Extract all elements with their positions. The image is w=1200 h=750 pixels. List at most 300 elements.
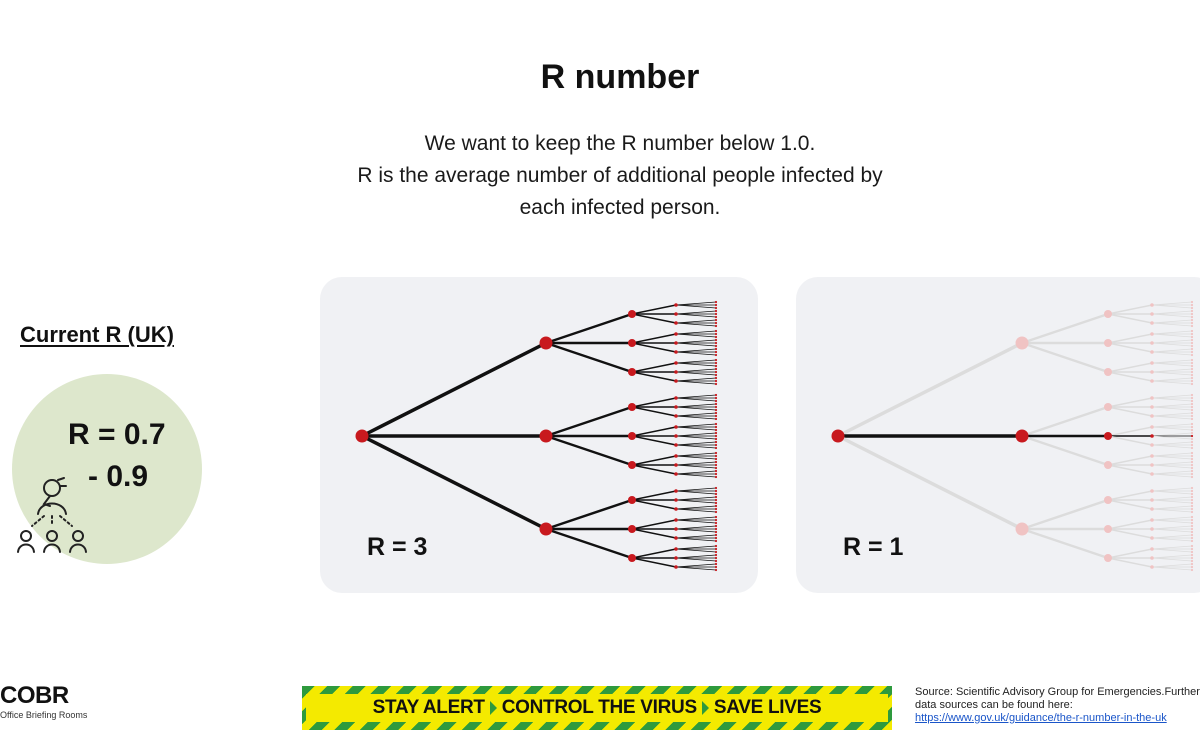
transmission-edge (676, 331, 716, 334)
infected-person-node (715, 383, 717, 385)
infected-person-node (1191, 322, 1193, 324)
infected-person-node (1191, 554, 1193, 556)
infected-person-node (1191, 394, 1193, 396)
infected-person-node (715, 313, 717, 315)
infected-person-node (1150, 556, 1154, 560)
current-r-value: R = 0.7 (68, 418, 166, 451)
infected-person-node (674, 463, 678, 467)
infected-person-node (715, 368, 717, 370)
transmission-edge (632, 500, 676, 509)
infected-person-node (674, 443, 678, 447)
infected-person-node (715, 522, 717, 524)
transmission-edge (676, 369, 716, 372)
infected-person-node (715, 548, 717, 550)
transmission-edge (1152, 488, 1192, 491)
infected-person-node (1191, 557, 1193, 559)
infected-person-node (715, 345, 717, 347)
transmission-edge (1152, 462, 1192, 465)
stay-alert-banner (302, 686, 892, 730)
infected-person-node (1150, 332, 1154, 336)
infected-person-node (1191, 525, 1193, 527)
infected-person-node (674, 527, 678, 531)
infected-person-node (1191, 522, 1193, 524)
infected-person-node (1191, 519, 1193, 521)
transmission-edge (676, 334, 716, 337)
infected-person-node (1150, 425, 1154, 429)
infected-person-node (674, 379, 678, 383)
infected-person-node (1104, 368, 1112, 376)
infected-person-node (1150, 321, 1154, 325)
infected-person-node (1191, 540, 1193, 542)
transmission-edge (632, 558, 676, 567)
infected-person-node (1191, 333, 1193, 335)
infected-person-node (1150, 396, 1154, 400)
transmission-edge (676, 311, 716, 314)
infected-person-node (715, 508, 717, 510)
subtitle-line: We want to keep the R number below 1.0. (424, 132, 816, 155)
transmission-edge (1108, 363, 1152, 372)
transmission-edge (1108, 500, 1152, 509)
infected-person-node (715, 400, 717, 402)
infected-person-node (715, 455, 717, 457)
transmission-edge (1022, 314, 1108, 343)
transmission-edge (1152, 311, 1192, 314)
infected-person-node (715, 563, 717, 565)
transmission-edge (1152, 500, 1192, 503)
transmission-edge (676, 564, 716, 567)
infected-person-node (674, 312, 678, 316)
infected-person-node (715, 534, 717, 536)
transmission-edge (676, 305, 716, 308)
transmission-edge (838, 343, 1022, 436)
infected-person-node (1104, 554, 1112, 562)
infected-person-node (715, 365, 717, 367)
infected-person-node (1191, 310, 1193, 312)
subtitle-line: each infected person. (519, 196, 721, 219)
infected-person-node (674, 556, 678, 560)
infected-person-node (715, 310, 717, 312)
infected-person-node (1150, 507, 1154, 511)
infected-person-node (715, 348, 717, 350)
infected-person-node (1191, 490, 1193, 492)
infected-person-node (715, 351, 717, 353)
transmission-edge (1152, 413, 1192, 416)
people-transmission-icon (14, 474, 90, 558)
infected-person-node (715, 569, 717, 571)
infected-person-node (715, 426, 717, 428)
transmission-edge (676, 445, 716, 448)
infected-person-node (1191, 342, 1193, 344)
infected-person-node (715, 528, 717, 530)
infected-person-node (1150, 414, 1154, 418)
infected-person-node (674, 507, 678, 511)
transmission-edge (1152, 549, 1192, 552)
infected-person-node (1191, 319, 1193, 321)
banner-text: STAY ALERT (372, 697, 485, 718)
transmission-edge (1152, 433, 1192, 436)
infected-person-node (1104, 339, 1112, 347)
infected-person-node (715, 409, 717, 411)
infected-person-node (1150, 547, 1154, 551)
infected-person-node (715, 336, 717, 338)
infected-person-node (1191, 496, 1193, 498)
infected-person-node (1191, 493, 1193, 495)
transmission-edge (546, 343, 632, 372)
transmission-edge (1022, 529, 1108, 558)
infected-person-node (715, 551, 717, 553)
infected-person-node (1104, 403, 1112, 411)
transmission-edge (676, 506, 716, 509)
transmission-edge (1152, 558, 1192, 561)
infected-person-node (1150, 472, 1154, 476)
infected-person-node (715, 519, 717, 521)
infected-person-node (715, 432, 717, 434)
transmission-edge (632, 465, 676, 474)
transmission-edge (1152, 436, 1192, 439)
infected-person-node (674, 518, 678, 522)
infected-person-node (540, 430, 553, 443)
infected-person-node (715, 380, 717, 382)
transmission-edge (1152, 555, 1192, 558)
transmission-edge (1152, 526, 1192, 529)
infected-person-node (1191, 316, 1193, 318)
infected-person-node (715, 444, 717, 446)
transmission-edge (632, 372, 676, 381)
transmission-edge (1152, 395, 1192, 398)
transmission-edge (1108, 465, 1152, 474)
transmission-edge (1108, 372, 1152, 381)
transmission-edge (546, 436, 632, 465)
infected-person-node (674, 303, 678, 307)
chevron-right-icon (490, 701, 497, 715)
infected-person-node (715, 377, 717, 379)
transmission-edge (362, 343, 546, 436)
transmission-edge (676, 314, 716, 317)
infected-person-node (715, 371, 717, 373)
infected-person-node (674, 536, 678, 540)
infected-person-node (674, 321, 678, 325)
transmission-edge (676, 567, 716, 570)
transmission-edge (1152, 529, 1192, 532)
transmission-edge (1152, 407, 1192, 410)
infected-person-node (715, 496, 717, 498)
transmission-edge (632, 334, 676, 343)
infected-person-node (1150, 565, 1154, 569)
infected-person-node (715, 339, 717, 341)
infected-person-node (1191, 545, 1193, 547)
infected-person-node (715, 330, 717, 332)
transmission-edge (676, 323, 716, 326)
infected-person-node (674, 454, 678, 458)
infected-person-node (628, 310, 636, 318)
infected-person-node (1191, 336, 1193, 338)
transmission-edge (632, 314, 676, 323)
transmission-edge (676, 538, 716, 541)
transmission-edge (632, 549, 676, 558)
infected-person-node (1150, 527, 1154, 531)
transmission-edge (676, 433, 716, 436)
transmission-edge (1152, 320, 1192, 323)
transmission-edge (546, 500, 632, 529)
infected-person-node (715, 403, 717, 405)
transmission-edge (1152, 340, 1192, 343)
transmission-edge (676, 549, 716, 552)
infected-person-node (1191, 473, 1193, 475)
infected-person-node (1191, 351, 1193, 353)
infected-person-node (715, 359, 717, 361)
chevron-right-icon (702, 701, 709, 715)
infected-person-node (715, 516, 717, 518)
transmission-edge (1108, 529, 1152, 538)
infected-person-node (1191, 383, 1193, 385)
transmission-edge (632, 436, 676, 445)
transmission-edge (546, 407, 632, 436)
transmission-edge (1152, 567, 1192, 570)
transmission-edge (1152, 442, 1192, 445)
transmission-edge (1152, 564, 1192, 567)
transmission-edge (676, 546, 716, 549)
infected-person-node (715, 435, 717, 437)
transmission-edge (676, 352, 716, 355)
transmission-edge (676, 529, 716, 532)
infected-person-node (674, 370, 678, 374)
infected-person-node (1191, 304, 1193, 306)
transmission-edge (632, 305, 676, 314)
infected-person-node (356, 430, 369, 443)
infected-person-node (715, 470, 717, 472)
infected-person-node (1104, 310, 1112, 318)
infected-person-node (1191, 458, 1193, 460)
transmission-edge (1108, 334, 1152, 343)
transmission-edge (676, 349, 716, 352)
infected-person-node (674, 498, 678, 502)
infected-person-node (674, 341, 678, 345)
infected-person-node (1191, 441, 1193, 443)
transmission-edge (676, 395, 716, 398)
infected-person-node (1191, 406, 1193, 408)
infected-person-node (715, 461, 717, 463)
infected-person-node (715, 502, 717, 504)
infected-person-node (715, 441, 717, 443)
infected-person-node (715, 490, 717, 492)
transmission-edge (1152, 520, 1192, 523)
transmission-edge (1152, 456, 1192, 459)
transmission-edge (1152, 517, 1192, 520)
transmission-edge (1152, 314, 1192, 317)
transmission-edge (676, 343, 716, 346)
infected-person-node (1191, 380, 1193, 382)
transmission-edge (632, 343, 676, 352)
infected-person-node (674, 547, 678, 551)
diagram-label: R = 1 (843, 533, 904, 561)
infected-person-node (1191, 325, 1193, 327)
transmission-edge (1152, 471, 1192, 474)
infected-person-node (1191, 432, 1193, 434)
infected-person-node (1191, 563, 1193, 565)
infected-person-node (628, 461, 636, 469)
transmission-edge (1152, 404, 1192, 407)
current-r-value-range: - 0.9 (88, 460, 149, 493)
infected-person-node (715, 560, 717, 562)
transmission-edge (1152, 360, 1192, 363)
infected-person-node (715, 554, 717, 556)
transmission-edge (1108, 558, 1152, 567)
transmission-edge (676, 302, 716, 305)
transmission-edge (1152, 381, 1192, 384)
infected-person-node (1150, 443, 1154, 447)
infected-person-node (1191, 330, 1193, 332)
infected-person-node (1191, 354, 1193, 356)
infected-person-node (1191, 403, 1193, 405)
transmission-edge (632, 427, 676, 436)
transmission-edge (676, 442, 716, 445)
infected-person-node (674, 425, 678, 429)
transmission-edge (676, 471, 716, 474)
banner-text: CONTROL THE VIRUS (501, 697, 697, 718)
infected-person-node (1150, 370, 1154, 374)
transmission-edge (1152, 491, 1192, 494)
infected-person-node (1150, 303, 1154, 307)
infected-person-node (674, 472, 678, 476)
infected-person-node (1104, 432, 1112, 440)
source-text: Source: Scientific Advisory Group for Emergencies.Further data sources can be found here: (915, 686, 1200, 711)
infected-person-node (628, 554, 636, 562)
infected-person-node (1150, 405, 1154, 409)
transmission-edge (1108, 549, 1152, 558)
transmission-edge (1152, 416, 1192, 419)
infected-person-node (540, 337, 553, 350)
source-link[interactable]: https://www.gov.uk/guidance/the-r-number-in-the-uk (915, 712, 1167, 724)
transmission-edge (676, 453, 716, 456)
infected-person-node (674, 434, 678, 438)
infected-person-node (1016, 430, 1029, 443)
transmission-edge (1022, 500, 1108, 529)
infected-person-node (1016, 523, 1029, 536)
subtitle-line: R is the average number of additional people infected by (357, 164, 883, 187)
transmission-edge (546, 529, 632, 558)
transmission-edge (676, 491, 716, 494)
infected-person-node (1191, 551, 1193, 553)
infected-person-node (1150, 498, 1154, 502)
infected-person-node (715, 412, 717, 414)
transmission-edge (1022, 407, 1108, 436)
transmission-edge (1152, 363, 1192, 366)
infected-person-node (1191, 345, 1193, 347)
infected-person-node (1191, 548, 1193, 550)
transmission-edge (632, 491, 676, 500)
infected-person-node (628, 496, 636, 504)
transmission-edge (1152, 497, 1192, 500)
transmission-edge (1108, 520, 1152, 529)
infected-person-node (628, 368, 636, 376)
transmission-edge (1108, 491, 1152, 500)
infected-person-node (1191, 455, 1193, 457)
infected-person-node (1191, 362, 1193, 364)
infected-person-node (715, 473, 717, 475)
infected-person-node (715, 304, 717, 306)
infected-person-node (715, 362, 717, 364)
infected-person-node (1191, 447, 1193, 449)
infected-person-node (1191, 528, 1193, 530)
infected-person-node (715, 458, 717, 460)
infected-person-node (1191, 301, 1193, 303)
infected-person-node (1191, 368, 1193, 370)
transmission-edge (676, 398, 716, 401)
infected-person-node (1191, 531, 1193, 533)
infected-person-node (715, 537, 717, 539)
infected-person-node (1191, 438, 1193, 440)
transmission-edge (1152, 546, 1192, 549)
transmission-edge (1152, 465, 1192, 468)
transmission-edge (1108, 314, 1152, 323)
infected-person-node (674, 414, 678, 418)
infected-person-node (1191, 452, 1193, 454)
infected-person-node (1150, 489, 1154, 493)
infected-person-node (1150, 350, 1154, 354)
infected-person-node (715, 316, 717, 318)
transmission-edge (1152, 331, 1192, 334)
cobr-logo-subtext: Office Briefing Rooms (0, 710, 88, 720)
transmission-edge (1152, 372, 1192, 375)
infected-person-node (1191, 467, 1193, 469)
transmission-edge (1108, 398, 1152, 407)
transmission-edge (1022, 436, 1108, 465)
current-r-label: Current R (UK) (20, 322, 174, 347)
transmission-edge (1108, 456, 1152, 465)
transmission-edge (676, 363, 716, 366)
transmission-edge (676, 340, 716, 343)
infected-person-node (1150, 434, 1154, 438)
transmission-edge (676, 497, 716, 500)
transmission-edge (1152, 398, 1192, 401)
infected-person-node (715, 322, 717, 324)
infected-person-node (715, 505, 717, 507)
infected-person-node (1191, 307, 1193, 309)
infected-person-node (715, 374, 717, 376)
infected-person-node (715, 464, 717, 466)
infected-person-node (715, 397, 717, 399)
transmission-edge (1152, 352, 1192, 355)
transmission-edge (632, 398, 676, 407)
transmission-edge (1152, 334, 1192, 337)
infected-person-node (715, 540, 717, 542)
transmission-edge (632, 407, 676, 416)
transmission-edge (676, 413, 716, 416)
transmission-edge (1152, 323, 1192, 326)
transmission-edge (676, 378, 716, 381)
infected-person-node (1191, 397, 1193, 399)
infected-person-node (540, 523, 553, 536)
infected-person-node (715, 545, 717, 547)
infected-person-node (1191, 313, 1193, 315)
diagram-panel-r1 (796, 277, 1200, 593)
infected-person-node (715, 487, 717, 489)
transmission-edge (676, 517, 716, 520)
infected-person-node (1191, 412, 1193, 414)
infected-person-node (1191, 566, 1193, 568)
infected-person-node (1150, 454, 1154, 458)
infected-person-node (1191, 569, 1193, 571)
transmission-edge (1152, 305, 1192, 308)
infected-person-node (1191, 534, 1193, 536)
infected-person-node (715, 354, 717, 356)
transmission-edge (676, 488, 716, 491)
infected-person-node (715, 447, 717, 449)
transmission-edge (838, 436, 1022, 529)
infected-person-node (674, 405, 678, 409)
infected-person-node (1191, 502, 1193, 504)
infected-person-node (715, 511, 717, 513)
